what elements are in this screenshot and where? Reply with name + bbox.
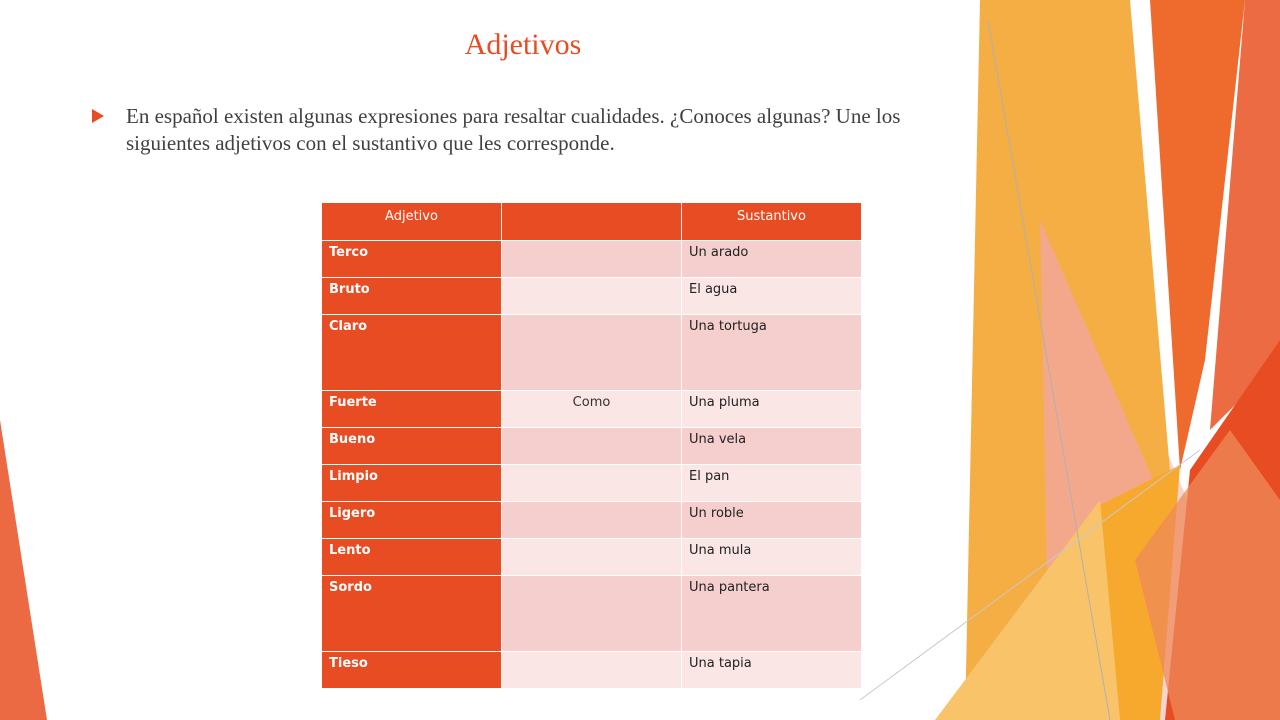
bullet-paragraph: [92, 103, 972, 157]
noun-cell: Una pluma: [682, 391, 862, 428]
table-row: [322, 391, 862, 428]
header-adjetivo: Adjetivo: [322, 203, 502, 241]
page-title: Adjetivos: [464, 28, 582, 61]
table-row: [322, 278, 862, 315]
adjective-cell: Ligero: [322, 502, 502, 539]
table-header-row: [322, 203, 862, 241]
middle-cell: [502, 576, 682, 652]
adjective-cell: Sordo: [322, 576, 502, 652]
middle-cell: Como: [502, 391, 682, 428]
table-row: [322, 576, 862, 652]
noun-cell: Una tortuga: [682, 315, 862, 391]
middle-cell: [502, 465, 682, 502]
adjective-cell: Claro: [322, 315, 502, 391]
adjective-cell: Bruto: [322, 278, 502, 315]
adjective-match-table: [321, 202, 862, 689]
table-row: [322, 502, 862, 539]
middle-cell: [502, 652, 682, 689]
middle-cell: [502, 502, 682, 539]
noun-cell: Una mula: [682, 539, 862, 576]
middle-cell: [502, 278, 682, 315]
table-row: [322, 652, 862, 689]
noun-cell: Un roble: [682, 502, 862, 539]
table-row: [322, 465, 862, 502]
table-row: [322, 315, 862, 391]
middle-cell: [502, 539, 682, 576]
noun-cell: Una pantera: [682, 576, 862, 652]
triangle-bullet-icon: [92, 109, 104, 123]
noun-cell: Una vela: [682, 428, 862, 465]
middle-cell: [502, 428, 682, 465]
noun-cell: El agua: [682, 278, 862, 315]
header-middle: [502, 203, 682, 241]
left-edge-shape: [0, 420, 47, 720]
table-row: [322, 428, 862, 465]
adjective-cell: Fuerte: [322, 391, 502, 428]
noun-cell: Un arado: [682, 241, 862, 278]
adjective-cell: Limpio: [322, 465, 502, 502]
table-row: [322, 539, 862, 576]
table-row: [322, 241, 862, 278]
bullet-text: En español existen algunas expresiones para resaltar cualidades. ¿Conoces algunas? Une los siguientes adjetivos con el sustantivo que les corresponde.: [126, 104, 901, 155]
adjective-cell: Lento: [322, 539, 502, 576]
adjective-cell: Terco: [322, 241, 502, 278]
adjective-cell: Bueno: [322, 428, 502, 465]
noun-cell: El pan: [682, 465, 862, 502]
noun-cell: Una tapia: [682, 652, 862, 689]
middle-cell: [502, 315, 682, 391]
header-sustantivo: Sustantivo: [682, 203, 862, 241]
middle-cell: [502, 241, 682, 278]
adjective-cell: Tieso: [322, 652, 502, 689]
